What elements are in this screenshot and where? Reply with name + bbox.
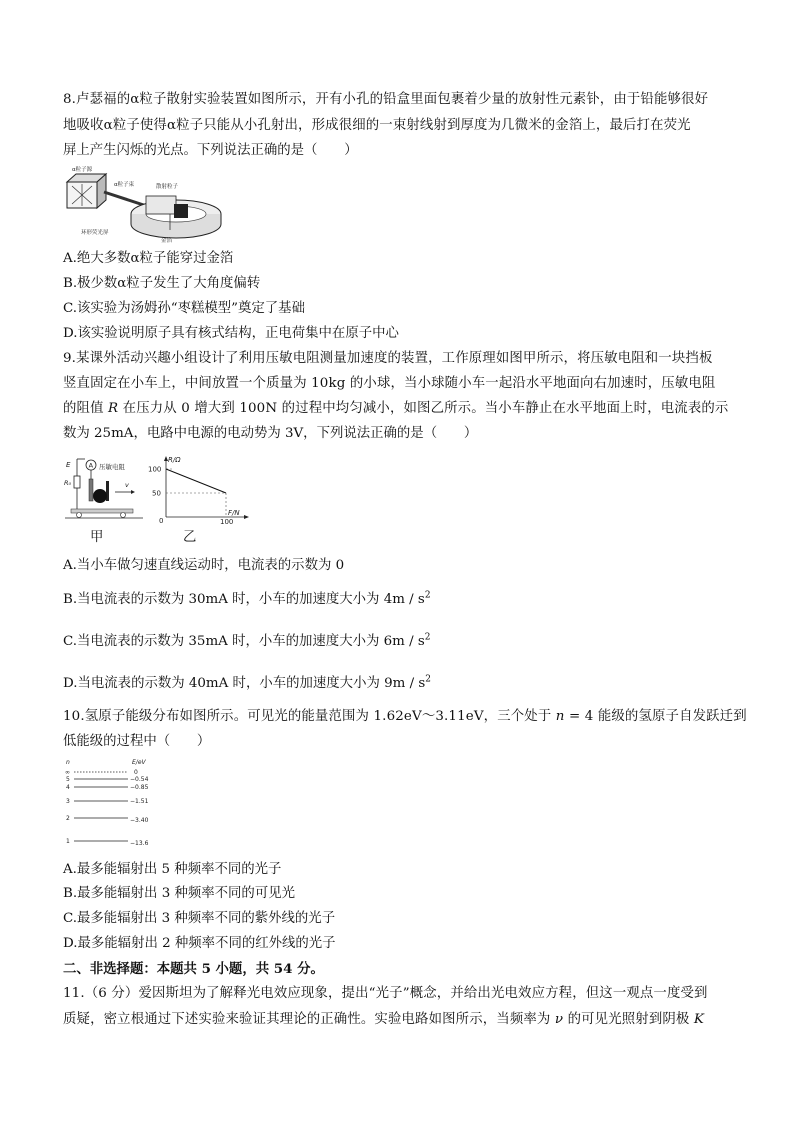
q11-stem-line2: 质疑，密立根通过下述实验来验证其理论的正确性。实验电路如图所示，当频率为 ν 的可见光照射到阴极 K: [63, 1012, 705, 1027]
levels-header-n: n: [66, 759, 70, 766]
level-1-e: −13.6: [130, 840, 149, 847]
q8-stem-line1: 8.卢瑟福的α粒子散射实验装置如图所示，开有小孔的铅盒里面包裹着少量的放射性元素钋，由于铅能够很好: [63, 92, 709, 107]
rutherford-apparatus-figure: [64, 164, 224, 246]
tick-x-100: 100: [220, 518, 234, 525]
r0-label: R₀: [64, 479, 72, 487]
q8-option-b: B.极少数α粒子发生了大角度偏转: [63, 276, 261, 291]
level-2-e: −3.40: [130, 817, 149, 824]
q9-stem-line2: 竖直固定在小车上，中间放置一个质量为 10kg 的小球，当小球随小车一起沿水平地面向右加速时，压敏电阻: [63, 376, 716, 391]
q9-option-a: A.当小车做匀速直线运动时，电流表的示数为 0: [63, 558, 345, 573]
label-gold-foil: 金箔: [161, 238, 173, 244]
level-5-e: −0.54: [130, 776, 149, 783]
q11-stem-line1: 11.（6 分）爱因斯坦为了解释光电效应现象，提出“光子”概念，并给出光电效应方程，但这一观点一度受到: [63, 986, 708, 1001]
q9-option-c: C.当电流表的示数为 35mA 时，小车的加速度大小为 $6m / s^2$: [63, 632, 431, 649]
fig-yi-caption: 乙: [183, 530, 197, 545]
level-4-n: 4: [66, 784, 70, 791]
label-ring-screen: 环形荧光屏: [81, 230, 109, 236]
q10-stem-line2: 低能级的过程中（ ）: [63, 734, 211, 749]
tick-y-50: 50: [152, 489, 161, 498]
level-4-e: −0.85: [130, 784, 149, 791]
q8-stem-line2: 地吸收α粒子使得α粒子只能从小孔射出，形成很细的一束射线射到厚度为几微米的金箔上，最后打在荧光: [63, 118, 691, 133]
tick-y-100: 100: [148, 465, 162, 474]
level-3-n: 3: [66, 798, 70, 805]
q8-option-d: D.该实验说明原子具有核式结构，正电荷集中在原子中心: [63, 326, 399, 341]
label-alpha-beam: α粒子束: [114, 182, 135, 188]
levels-header-e: E/eV: [132, 759, 146, 766]
q9-stem-line1: 9.某课外活动兴趣小组设计了利用压敏电阻测量加速度的装置，工作原理如图甲所示，将压敏电阻和一块挡板: [63, 351, 713, 366]
q9-stem-line3: 的阻值 R 在压力从 0 增大到 100N 的过程中均匀减小，如图乙所示。当小车静止在水平地面上时，电流表的示: [63, 401, 729, 416]
level-1-n: 1: [66, 838, 70, 845]
level-5-n: 5: [66, 776, 70, 783]
emf-label: E: [66, 461, 71, 469]
q10-option-b: B.最多能辐射出 3 种频率不同的可见光: [63, 886, 295, 901]
q9-option-b: B.当电流表的示数为 30mA 时，小车的加速度大小为 $4m / s^2$: [63, 590, 431, 607]
pressure-resistor-label: 压敏电阻: [99, 463, 125, 471]
q10-stem-line1: 10.氢原子能级分布如图所示。可见光的能量范围为 1.62eV～3.11eV，三个处于 n = 4 能级的氢原子自发跃迁到: [63, 709, 747, 724]
section-two-heading: 二、非选择题：本题共 5 小题，共 54 分。: [63, 961, 324, 977]
velocity-label: v: [125, 481, 129, 489]
level-inf-n: ∞: [65, 769, 70, 776]
q9-option-d: D.当电流表的示数为 40mA 时，小车的加速度大小为 $9m / s^2$: [63, 674, 431, 691]
q9-circuit-figure: [63, 455, 147, 521]
r-f-series-line: [166, 469, 226, 493]
tick-origin: 0: [159, 517, 164, 525]
q9-resistance-force-graph: [146, 455, 256, 525]
q9-stem-line4: 数为 25mA，电路中电源的电动势为 3V，下列说法正确的是（ ）: [63, 426, 478, 441]
q8-stem-line3: 屏上产生闪烁的光点。下列说法正确的是（ ）: [63, 143, 358, 158]
graph-x-label: F/N: [228, 509, 240, 517]
label-scattered: 散射粒子: [156, 184, 179, 190]
fig-jia-caption: 甲: [90, 530, 104, 545]
graph-y-label: R/Ω: [168, 456, 181, 464]
q10-option-a: A.最多能辐射出 5 种频率不同的光子: [63, 862, 282, 877]
q10-option-c: C.最多能辐射出 3 种频率不同的紫外线的光子: [63, 911, 336, 926]
q10-option-d: D.最多能辐射出 2 种频率不同的红外线的光子: [63, 936, 336, 951]
level-3-e: −1.51: [130, 798, 149, 805]
hydrogen-energy-levels-figure: [64, 756, 164, 852]
ammeter-label: A: [88, 461, 94, 470]
label-alpha-source: α粒子源: [72, 167, 93, 173]
level-2-n: 2: [66, 815, 70, 822]
q8-option-a: A.绝大多数α粒子能穿过金箔: [63, 251, 234, 266]
level-inf-e: 0: [134, 769, 138, 776]
q8-option-c: C.该实验为汤姆孙“枣糕模型”奠定了基础: [63, 301, 305, 316]
